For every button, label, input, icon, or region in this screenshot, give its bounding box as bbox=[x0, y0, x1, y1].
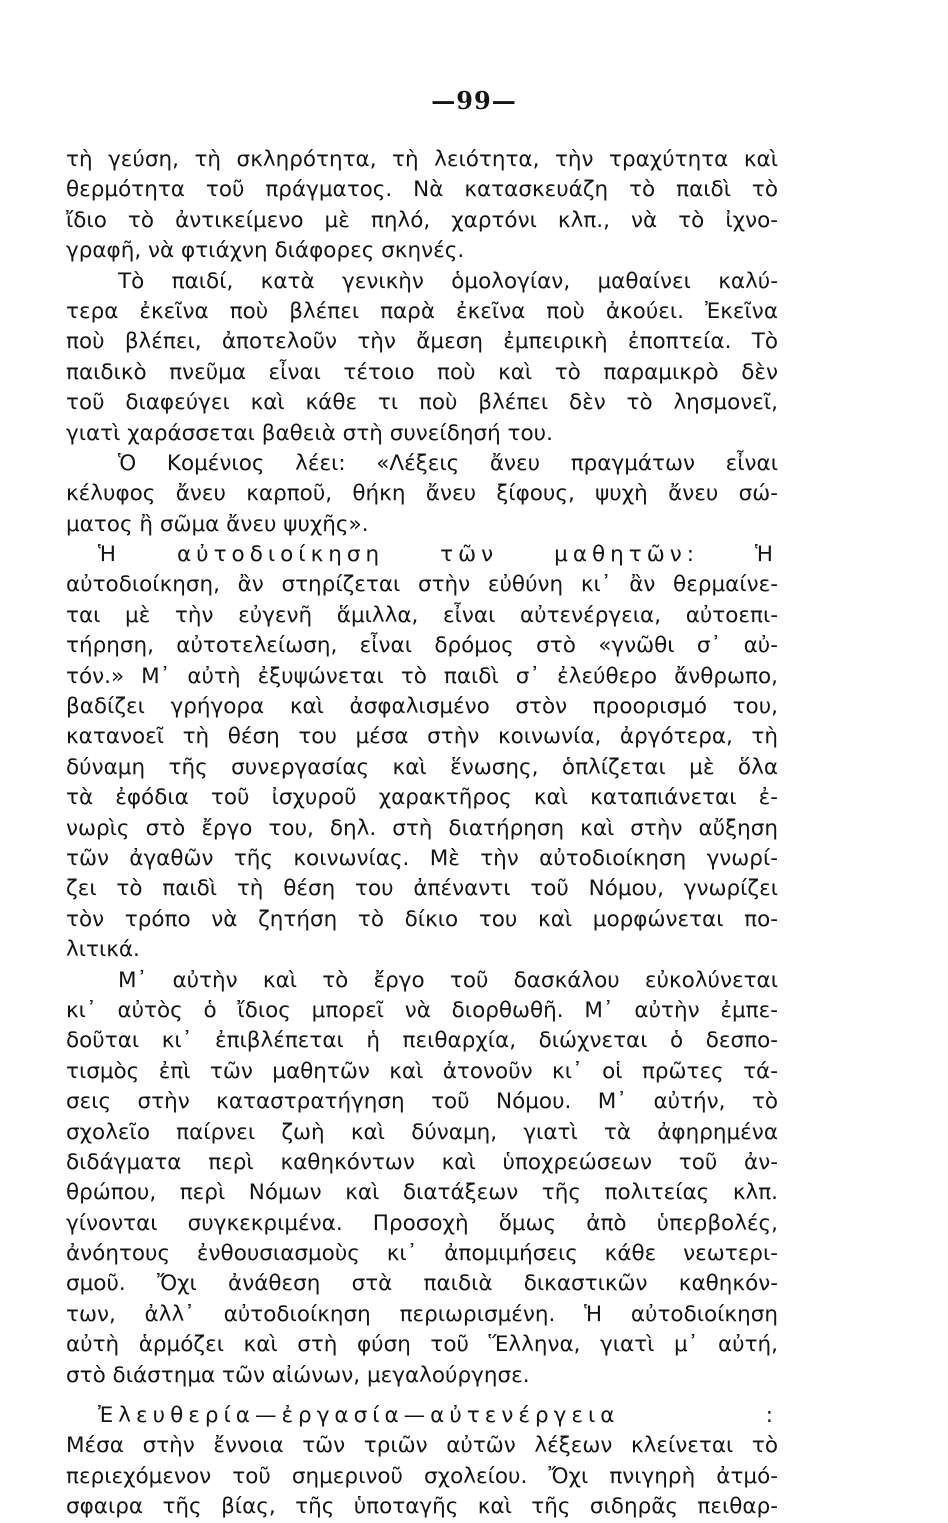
text-line: τόν.» Μ᾽ αὐτὴ ἐξυψώνεται τὸ παιδὶ σ᾽ ἐλεύθερο ἄνθρωπο, bbox=[66, 663, 778, 689]
text-line: γιατὶ χαράσσεται βαθειὰ στὴ συνείδησή του. bbox=[66, 420, 553, 446]
text-line: ἀνόητους ἐνθουσιασμοὺς κι᾽ ἀπομιμήσεις κάθε νεωτερι- bbox=[66, 1241, 778, 1267]
text-line: νωρὶς στὸ ἔργο του, δηλ. στὴ διατήρηση καὶ στὴν αὔξηση bbox=[66, 815, 778, 841]
text-line: σμοῦ. Ὄχι ἀνάθεση στὰ παιδιὰ δικαστικῶν καθηκόν- bbox=[66, 1271, 778, 1297]
text-line: τισμὸς ἐπὶ τῶν μαθητῶν καὶ ἀτονοῦν κι᾽ οἱ πρῶτες τά- bbox=[66, 1058, 778, 1084]
text-line: τῶν ἀγαθῶν τῆς κοινωνίας. Μὲ τὴν αὐτοδιοίκηση γνωρί- bbox=[66, 845, 778, 871]
text-line: θρώπου, περὶ Νόμων καὶ διατάξεων τῆς πολιτείας κλπ. bbox=[66, 1180, 778, 1206]
text-line: διδάγματα περὶ καθηκόντων καὶ ὑποχρεώσεων τοῦ ἀν- bbox=[66, 1149, 778, 1175]
text-line: τὰ ἐφόδια τοῦ ἰσχυροῦ χαρακτῆρος καὶ καταπιάνεται ἐ- bbox=[66, 785, 778, 811]
text-line: Μ᾽ αὐτὴν καὶ τὸ ἔργο τοῦ δασκάλου εὐκολύνεται bbox=[118, 967, 778, 993]
text-line: ζει τὸ παιδὶ τὴ θέση του ἀπέναντι τοῦ Νόμου, γνωρίζει bbox=[66, 876, 778, 902]
page-number: —99— bbox=[431, 86, 517, 115]
text-line: δύναμη τῆς συνεργασίας καὶ ἕνωσης, ὁπλίζεται μὲ ὅλα bbox=[66, 754, 778, 780]
text-line: αὐτοδιοίκηση, ἂν στηρίζεται στὴν εὐθύνη κι᾽ ἂν θερμαίνε- bbox=[66, 572, 778, 598]
text-line: στὸ διάστημα τῶν αἰώνων, μεγαλούργησε. bbox=[66, 1362, 530, 1388]
text-line: σεις στὴν καταστρατήγηση τοῦ Νόμου. Μ᾽ αὐτήν, τὸ bbox=[66, 1089, 778, 1115]
text-line: τοῦ διαφεύγει καὶ κάθε τι ποὺ βλέπει δὲν τὸ λησμονεῖ, bbox=[66, 390, 778, 416]
text-line: σχολεῖο παίρνει ζωὴ καὶ δύναμη, γιατὶ τὰ ἀφηρημένα bbox=[66, 1119, 778, 1145]
text-line: ἴδιο τὸ ἀντικείμενο μὲ πηλό, χαρτόνι κλπ., νὰ τὸ ἰχνο- bbox=[66, 207, 778, 233]
text-line: τὸν τρόπο νὰ ζητήση τὸ δίκιο του καὶ μορφώνεται πο- bbox=[66, 906, 778, 932]
text-line: περιεχόμενον τοῦ σημερινοῦ σχολείου. Ὄχι πνιγηρὴ ἀτμό- bbox=[66, 1463, 778, 1489]
text-line: τὴ γεύση, τὴ σκληρότητα, τὴ λειότητα, τὴν τραχύτητα καὶ bbox=[66, 147, 778, 172]
text-line: ται μὲ τὴν εὐγενῆ ἅμιλλα, εἶναι αὐτενέργεια, αὐτοεπι- bbox=[66, 602, 778, 628]
text-line: κατανοεῖ τὴ θέση του μέσα στὴν κοινωνία, ἀργότερα, τὴ bbox=[66, 724, 778, 750]
text-line: Τὸ παιδί, κατὰ γενικὴν ὁμολογίαν, μαθαίνει καλύ- bbox=[118, 268, 778, 294]
body-text bbox=[66, 145, 778, 1523]
text-line: κέλυφος ἄνευ καρποῦ, θήκη ἄνευ ξίφους, ψυχὴ ἄνευ σώ- bbox=[66, 481, 778, 507]
text-line: βαδίζει γρήγορα καὶ ἀσφαλισμένο στὸν προορισμό του, bbox=[66, 694, 778, 720]
text-line: Ἡ αὐτοδιοίκηση τῶν μαθητῶν: Ἡ bbox=[98, 542, 778, 568]
text-line: τερα ἐκεῖνα ποὺ βλέπει παρὰ ἐκεῖνα ποὺ ἀκούει. Ἐκεῖνα bbox=[66, 298, 778, 324]
text-line: Ὁ Κομένιος λέει: «Λέξεις ἄνευ πραγμάτων εἶναι bbox=[118, 450, 778, 476]
text-line: λιτικά. bbox=[66, 937, 140, 963]
text-line: γίνονται συγκεκριμένα. Προσοχὴ ὅμως ἀπὸ ὑπερβολές, bbox=[66, 1210, 778, 1236]
text-line: σφαιρα τῆς βίας, τῆς ὑποταγῆς καὶ τῆς σιδηρᾶς πειθαρ- bbox=[66, 1494, 778, 1520]
text-line: ποὺ βλέπει, ἀποτελοῦν τὴν ἄμεση ἐμπειρικὴ ἐποπτεία. Τὸ bbox=[66, 329, 778, 355]
text-line: Μέσα στὴν ἔννοια τῶν τριῶν αὐτῶν λέξεων κλείνεται τὸ bbox=[66, 1433, 778, 1459]
text-line: δοῦται κι᾽ ἐπιβλέπεται ἡ πειθαρχία, διώχνεται ὁ δεσπο- bbox=[66, 1028, 778, 1054]
text-line: των, ἀλλ᾽ αὐτοδιοίκηση περιωρισμένη. Ἡ αὐτοδιοίκηση bbox=[66, 1301, 778, 1327]
text-line: θερμότητα τοῦ πράγματος. Νὰ κατασκευάζη τὸ παιδὶ τὸ bbox=[66, 177, 778, 203]
text-line: ματος ἢ σῶμα ἄνευ ψυχῆς». bbox=[66, 511, 369, 537]
text-line: γραφῆ, νὰ φτιάχνη διάφορες σκηνές. bbox=[66, 238, 465, 264]
text-line: αὐτὴ ἁρμόζει καὶ στὴ φύση τοῦ Ἕλληνα, γιατὶ μ᾽ αὐτή, bbox=[66, 1332, 778, 1358]
text-line: τήρηση, αὐτοτελείωση, εἶναι δρόμος στὸ «γνῶθι σ᾽ αὐ- bbox=[66, 633, 778, 659]
text-line: κι᾽ αὐτὸς ὁ ἴδιος μπορεῖ νὰ διορθωθῆ. Μ᾽ αὐτὴν ἐμπε- bbox=[66, 997, 778, 1023]
text-line: παιδικὸ πνεῦμα εἶναι τέτοιο ποὺ καὶ τὸ παραμικρὸ δὲν bbox=[66, 359, 778, 385]
text-line: Ἐλευθερία—ἐργασία—αὐτενέργεια : bbox=[98, 1403, 778, 1429]
